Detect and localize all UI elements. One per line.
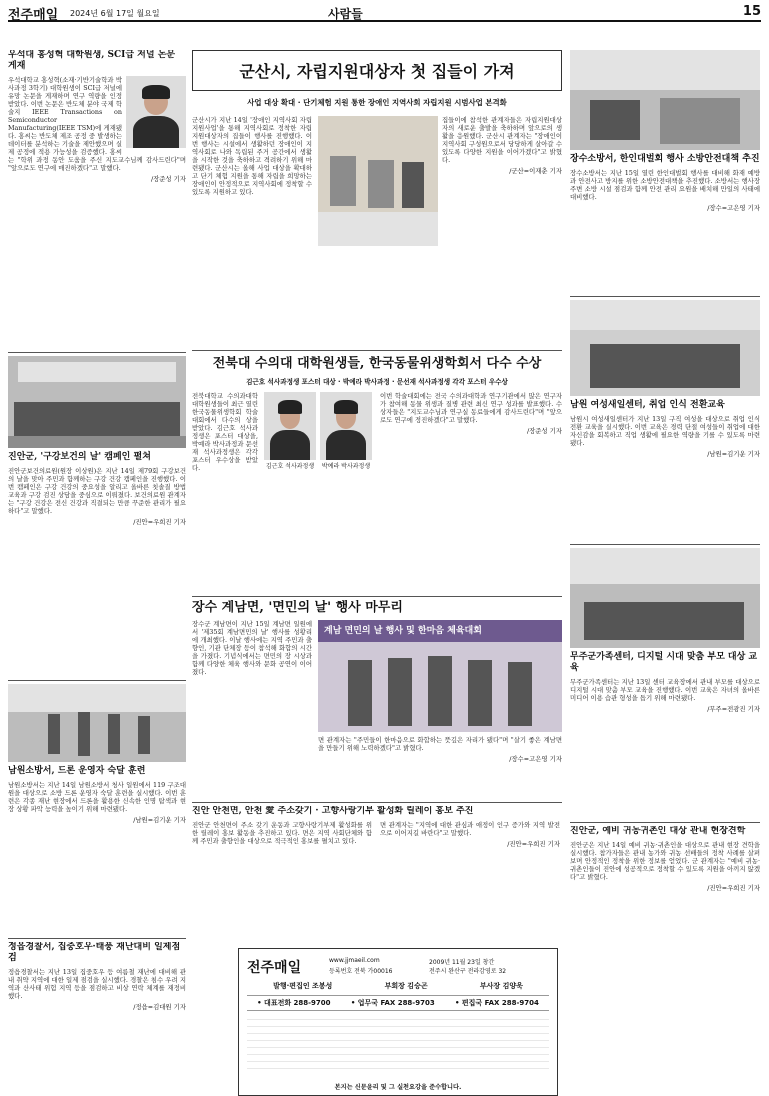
lead-subtitle: 사업 대상 확대 · 단기체험 지원 통한 장애인 지역사회 자립지원 시범사업 본격화 (247, 98, 507, 107)
article-body: 진안군보건의료원(원장 이상원)은 지난 14일 제79회 구강보건의 날을 맞아 주민과 함께하는 구강 건강 캠페인을 진행했다. 이번 캠페인은 구강 건강의 중요성을 알리고 올바른 칫솔질 방법 교육과 구강 검진 상담을 중심으로 이뤄졌다. 보건의료원 관계자는 "구강 건강은 전신 건강과 직결되는 만큼 꾸준한 관리가 필요하다"고 말했다. (8, 467, 186, 515)
women-center-photo (570, 300, 760, 396)
article-title: 무주군가족센터, 디지털 시대 맞춤 부모 대상 교육 (570, 652, 758, 673)
article-body-2: 이번 학술대회에는 전국 수의과대학과 연구기관에서 많은 연구자가 참여해 동물 위생과 질병 관련 최신 연구 성과를 발표했다. 수상자들은 "지도교수님과 연구실 동료들에게 감사드린다"며 "앞으로도 연구에 정진하겠다"고 말했다. (380, 392, 562, 424)
article-subtitle: 김근호 석사과정생 포스터 대상 · 박예라 박사과정 · 문선재 석사과정생 각각 포스터 우수상 (246, 378, 508, 386)
article-body: 무주군가족센터는 지난 13일 센터 교육장에서 관내 부모를 대상으로 디지털 시대 맞춤 부모 교육을 진행했다. 이번 교육은 자녀의 올바른 미디어 이용 습관 형성을 돕기 위해 마련됐다. (570, 678, 760, 702)
divider (8, 938, 186, 939)
divider (570, 822, 760, 823)
lead-body-2: 집들이에 참석한 관계자들은 자립지원대상자의 새로운 출발을 축하하며 앞으로의 생활을 응원했다. 군산시 관계자는 "장애인이 지역사회 구성원으로서 당당하게 살아갈 수 있도록 다양한 지원을 이어가겠다"고 밝혔다. (442, 116, 562, 164)
mast-footer: 본지는 신문윤리 및 그 실천요강을 준수합니다. (334, 1084, 462, 1091)
article-byline: /진안=우희진 기자 (133, 518, 186, 526)
divider (8, 680, 186, 681)
mast-vice-chair: 부회장 김승곤 (384, 982, 428, 990)
article-body: 남원소방서는 지난 14일 남원소방서 청사 일원에서 119 구조대원을 대상으로 소방 드론 운영자 숙달 훈련을 실시했다. 이번 훈련은 각종 재난 현장에서 드론을 활용한 신속한 인명 탐색과 현장 상황 파악 능력을 높이기 위해 마련됐다. (8, 781, 186, 813)
article-hong (8, 50, 186, 350)
lead-title: 군산시, 자립지원대상자 첫 집들이 가져 (192, 50, 562, 91)
article-byline: /진안=우희진 기자 (707, 884, 760, 892)
section-title: 사람들 (328, 7, 363, 21)
housewarming-photo (318, 116, 438, 246)
page-number: 15 (742, 4, 761, 19)
divider (192, 350, 562, 351)
article-jeongeup-police (8, 942, 186, 1092)
article-body: 장수소방서는 지난 15일 열린 한인대벌회 행사를 대비해 화재 예방과 안전사고 방지를 위한 소방안전대책을 추진했다. 소방서는 행사장 주변 소방 시설 점검과 함께 안전 관리 요원을 배치해 만일의 사태에 대비했다. (570, 169, 760, 201)
article-jinan-farm (570, 826, 760, 1092)
mast-fax-business: • 업무국 FAX 288-9703 (350, 999, 435, 1007)
mast-founded: 2009년 11월 23일 창간 (429, 959, 495, 966)
kim-portrait (264, 392, 316, 460)
article-byline: /장수=고은영 기자 (509, 755, 562, 763)
mast-tel-main: • 대표전화 288-9700 (257, 999, 331, 1007)
publication-masthead (238, 948, 558, 1096)
article-gunsan-lead (192, 50, 562, 346)
article-muju-family (570, 548, 760, 818)
page-header (8, 4, 761, 22)
article-byline: /장준성 기자 (526, 427, 562, 435)
lead-byline: /군산=이재춘 기자 (509, 167, 562, 175)
article-title: 전북대 수의대 대학원생들, 한국동물위생학회서 다수 수상 (212, 356, 542, 371)
mast-address: 전주시 완산구 전라감영로 32 (429, 968, 507, 975)
family-center-photo (570, 548, 760, 648)
fire-safety-photo (570, 50, 760, 150)
article-title: 정읍경찰서, 집중호우·태풍 재난대비 일제점검 (8, 942, 181, 963)
article-body: 남원시 여성새일센터가 지난 13일 구직 여성을 대상으로 취업 인식 전환 교육을 실시했다. 이번 교육은 경력 단절 여성들이 취업에 대한 자신감을 회복하고 직업 생활에 필요한 역량을 기를 수 있도록 마련됐다. (570, 415, 760, 447)
bureau-directory (247, 1013, 549, 1075)
article-jangsu-gyenam (192, 600, 562, 800)
photo-caption: 박예라 박사과정생 (321, 463, 371, 470)
article-title: 남원소방서, 드론 운영자 숙달 훈련 (8, 766, 146, 776)
article-namwon-drone (8, 684, 186, 934)
article-title: 우석대 홍성혁 대학원생, SCI급 저널 논문 게재 (8, 50, 176, 71)
mast-publisher: 발행·편집인 조봉성 (273, 982, 333, 990)
article-byline: /장준성 기자 (150, 175, 186, 183)
article-byline: /남원=김기운 기자 (707, 450, 760, 458)
article-byline: /정읍=김대원 기자 (133, 1003, 186, 1011)
mast-logo: 전주매일 (247, 960, 302, 976)
gyenam-event-photo (318, 620, 562, 732)
divider (8, 352, 186, 353)
issue-date: 2024년 6월 17일 월요일 (70, 9, 160, 18)
article-title: 진안 안천면, 안천 愛 주소갖기 · 고향사랑기부 활성화 릴레이 홍보 추진 (192, 806, 474, 816)
article-body: 우석대학교 홍성혁(소재·기반기술학과 박사과정 3학기) 대학원생이 SCI급 저널에 유망 논문을 게재하며 연구 역량을 인정받았다. 이번 논문은 반도체 분야 국제 학술지 IEEE Transactions on Semiconductor Manufacturing(IEEE TSM)에 게재됐다. 홍씨는 반도체 제조 공정 중 발생하는 데이터를 분석하는 기술을 제안했으며 실제 공정에 적용 가능성을 검증했다. 홍씨는 "학위 과정 동안 도움을 주신 지도교수님께 감사드린다"며 "앞으로도 연구에 매진하겠다"고 말했다. (8, 76, 186, 172)
article-body: 정읍경찰서는 지난 13일 집중호우 등 여름철 재난에 대비해 관내 취약 지역에 대한 일제 점검을 실시했다. 경찰은 침수 우려 지역과 산사태 위험 지역 등을 점검하고 비상 연락 체계를 재정비했다. (8, 968, 186, 1000)
article-title: 장수소방서, 한인대벌회 행사 소방안전대책 추진 (570, 154, 760, 164)
article-body-1: 전북대학교 수의과대학 대학원생들이 최근 열린 한국동물위생학회 학술대회에서 다수의 상을 받았다. 김근호 석사과정생은 포스터 대상을, 박예라 박사과정과 문선재 석사과정생은 각각 포스터 우수상을 받았다. (192, 392, 258, 472)
article-byline: /남원=김기운 기자 (133, 816, 186, 824)
divider (570, 296, 760, 297)
photo-caption: 김근호 석사과정생 (265, 463, 315, 470)
article-byline: /진안=우희진 기자 (507, 840, 560, 848)
article-body-1: 진안군 안천면이 주소 갖기 운동과 고향사랑기부제 활성화를 위한 릴레이 홍보 활동을 추진하고 있다. 면은 지역 사회단체와 함께 주민과 출향인을 대상으로 적극적인 홍보를 펼치고 있다. (192, 821, 372, 845)
article-title: 진안군, '구강보건의 날' 캠페인 펼쳐 (8, 452, 151, 462)
lead-body-1: 군산시가 지난 14일 '장애인 지역사회 자립 지원사업'을 통해 지역사회로 정착한 자립지원대상자의 집들이 행사를 진행했다. 이번 행사는 시설에서 생활하던 장애인이 지역사회로 나와 독립된 주거 공간에서 생활을 시작한 것을 축하하고 격려하기 위해 마련됐다. 군산시는 올해 사업 대상을 확대하고 단기 체험 지원을 통해 자립을 희망하는 장애인이 안정적으로 지역사회에 정착할 수 있도록 지원하고 있다. (192, 116, 312, 196)
hong-portrait (126, 76, 186, 148)
mast-fax-editorial: • 편집국 FAX 288-9704 (454, 999, 539, 1007)
mast-registration: 등록번호 전북 가00016 (329, 968, 393, 975)
article-jinan-oral (8, 356, 186, 676)
mast-site: www.jjmaeil.com (329, 957, 380, 964)
article-body-2: 면 관계자는 "지역에 대한 관심과 애정이 인구 증가와 지역 발전으로 이어지길 바란다"고 말했다. (380, 821, 560, 837)
article-body-1: 장수군 계남면이 지난 15일 계남면 일원에서 '제35회 계남면민의 날' 행사를 성황리에 개최했다. 이날 행사에는 지역 주민과 출향인, 기관 단체장 등이 참석해 화합의 시간을 가졌다. 기념식에서는 면민의 장 시상과 함께 다양한 체육 행사와 문화 공연이 이어졌다. (192, 620, 312, 676)
park-portrait (320, 392, 372, 460)
article-title: 진안군, 예비 귀농귀촌인 대상 관내 현장견학 (570, 826, 746, 836)
article-body-2: 면 관계자는 "주민들이 한마음으로 화합하는 뜻깊은 자리가 됐다"며 "살기 좋은 계남면을 만들기 위해 노력하겠다"고 밝혔다. (318, 736, 562, 752)
drone-training-photo (8, 684, 186, 762)
article-title: 장수 계남면, '면민의 날' 행사 마무리 (192, 600, 403, 615)
article-jinan-ancheon (192, 806, 562, 944)
article-namwon-women (570, 300, 760, 538)
article-byline: /장수=고은영 기자 (707, 204, 760, 212)
masthead-logo: 전주매일 (8, 8, 59, 23)
mast-vp: 부사장 김양욱 (479, 982, 523, 990)
article-body: 진안군은 지난 14일 예비 귀농·귀촌인을 대상으로 관내 현장 견학을 실시했다. 참가자들은 관내 농가와 귀농 선배들의 정착 사례를 살펴보며 안정적인 정착을 위한 정보를 얻었다. 군 관계자는 "예비 귀농·귀촌인들이 진안에 성공적으로 정착할 수 있도록 지원을 아끼지 않겠다"고 밝혔다. (570, 841, 760, 881)
oral-campaign-photo (8, 356, 186, 448)
article-byline: /무주=전광진 기자 (707, 705, 760, 713)
divider (570, 544, 760, 545)
article-jbnu-vet (192, 356, 562, 592)
article-title: 남원 여성새일센터, 취업 인식 전환교육 (570, 400, 725, 410)
divider (192, 802, 562, 803)
divider (192, 596, 562, 597)
event-banner: 계남 면민의 날 행사 및 한마음 체육대회 (318, 620, 562, 642)
